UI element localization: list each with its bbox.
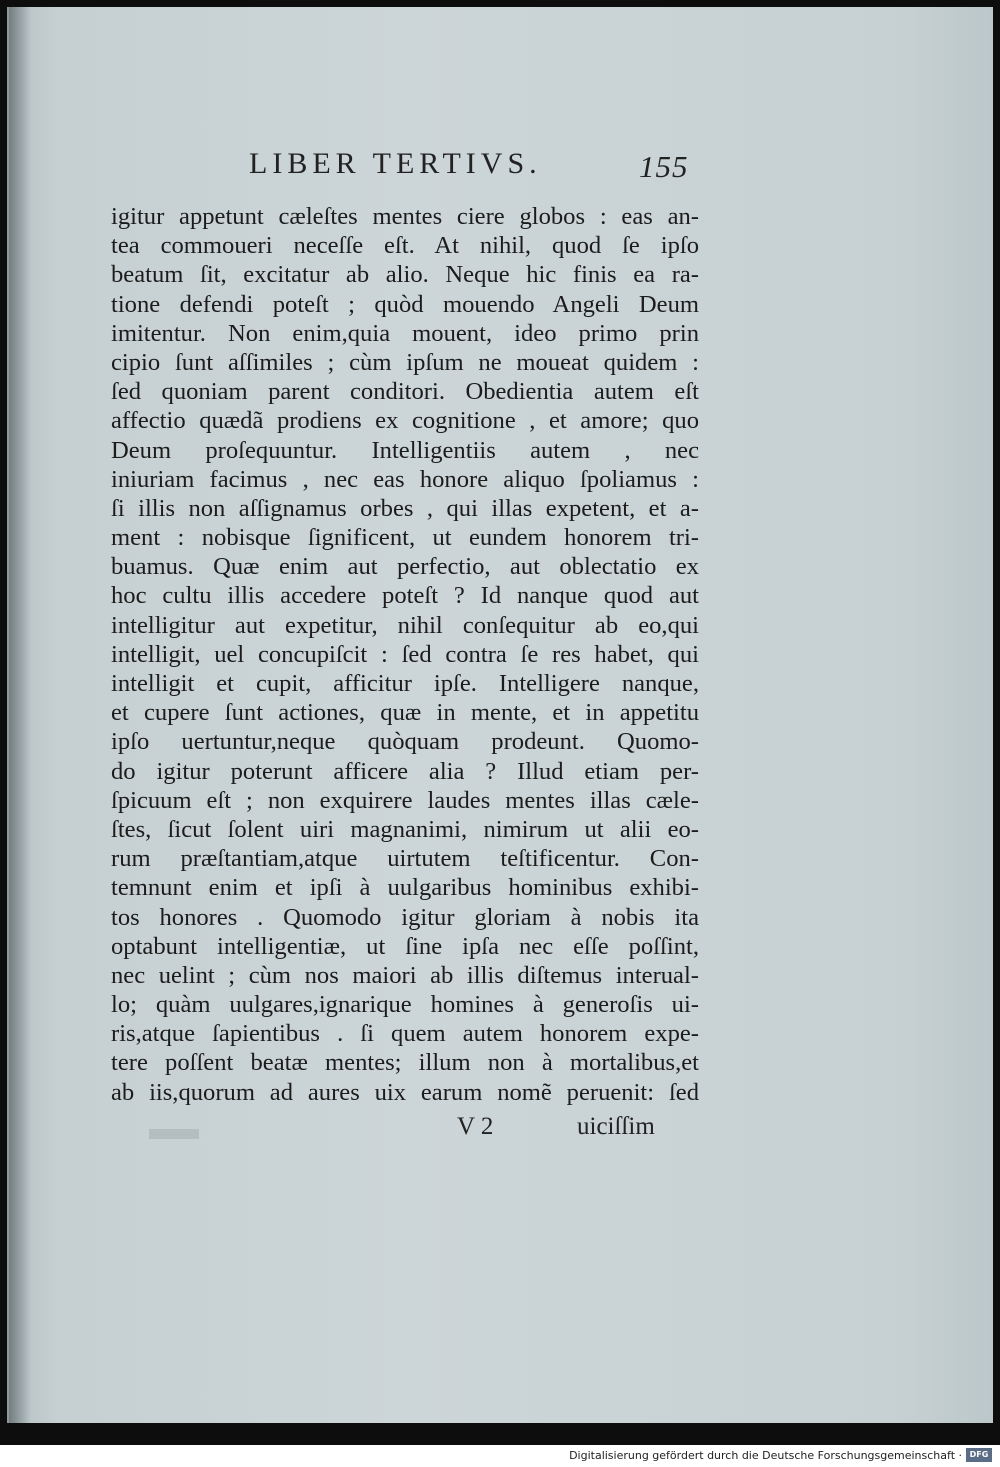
text-line: do igitur poterunt afficere alia ? Illud etiam per- (111, 757, 699, 785)
text-line: ment : nobisque ſignificent, ut eundem honorem tri- (111, 524, 699, 552)
text-line: buamus. Quæ enim aut perfectio, aut oblectatio ex (111, 553, 699, 581)
text-line: affectio quædã prodiens ex cognitione , et amore; quo (111, 407, 699, 435)
text-line: ſtes, ſicut ſolent uiri magnanimi, nimirum ut alii eo- (111, 815, 699, 843)
text-line: Deum proſequuntur. Intelligentiis autem , nec (111, 436, 699, 464)
text-line: ſed quoniam parent conditori. Obedientia autem eſt (111, 378, 699, 406)
text-block (111, 202, 699, 1107)
text-line: intelligitur aut expetitur, nihil conſequitur ab eo,qui (111, 611, 699, 639)
text-line: cipio ſunt aſſimiles ; cùm ipſum ne moueat quidem : (111, 348, 699, 376)
footer (0, 1445, 1000, 1467)
text-line: tos honores . Quomodo igitur gloriam à nobis ita (111, 903, 699, 931)
text-line: tione defendi poteſt ; quòd mouendo Angeli Deum (111, 290, 699, 318)
text-line: beatum ſit, excitatur ab alio. Neque hic finis ea ra- (111, 261, 699, 289)
running-title: LIBER TERTIVS. (249, 147, 542, 180)
text-line: imitentur. Non enim,quia mouent, ideo primo prin (111, 319, 699, 347)
text-line: et cupere ſunt actiones, quæ in mente, et in appetitu (111, 699, 699, 727)
text-line: tea commoueri neceſſe eſt. At nihil, quod ſe ipſo (111, 232, 699, 260)
text-line: hoc cultu illis accedere poteſt ? Id nanque quod aut (111, 582, 699, 610)
show-through-mark (149, 1129, 199, 1139)
book-page (7, 7, 993, 1423)
text-line: temnunt enim et ipſi à uulgaribus hominibus exhibi- (111, 874, 699, 902)
text-line: ſi illis non aſſignamus orbes , qui illas expetent, et a- (111, 494, 699, 522)
text-line: igitur appetunt cæleſtes mentes ciere globos : eas an- (111, 203, 699, 230)
funding-credit: Digitalisierung gefördert durch die Deutsche Forschungsgemeinschaft · (569, 1449, 962, 1462)
catch-line (457, 1113, 667, 1145)
text-line: lo; quàm uulgares,ignarique homines à generoſis ui- (111, 991, 699, 1019)
text-line: ſpicuum eſt ; non exquirere laudes mentes illas cæle- (111, 786, 699, 814)
text-line: rum præſtantiam,atque uirtutem teſtificentur. Con- (111, 845, 699, 873)
text-line: ipſo uertuntur,neque quòquam prodeunt. Quomo- (111, 728, 699, 756)
dfg-logo-icon: DFG (966, 1448, 992, 1462)
catchword: uiciſſim (577, 1113, 655, 1140)
spine-shadow (9, 7, 31, 1423)
text-line: ab iis,quorum ad aures uix earum nomẽ peruenit: ſed (111, 1078, 699, 1106)
text-line: nec uelint ; cùm nos maiori ab illis diſtemus interual- (111, 961, 699, 989)
text-line: ris,atque ſapientibus . ſi quem autem honorem expe- (111, 1020, 699, 1048)
text-line: iniuriam facimus , nec eas honore aliquo ſpoliamus : (111, 465, 699, 493)
text-line: optabunt intelligentiæ, ut ſine ipſa nec eſſe poſſint, (111, 932, 699, 960)
running-head (239, 143, 699, 183)
signature-mark: V 2 (457, 1113, 494, 1140)
text-line: tere poſſent beatæ mentes; illum non à mortalibus,et (111, 1049, 699, 1077)
page-number: 155 (639, 149, 689, 184)
text-line: intelligit, uel concupiſcit : ſed contra ſe res habet, qui (111, 640, 699, 668)
text-line: intelligit et cupit, afficitur ipſe. Intelligere nanque, (111, 670, 699, 697)
